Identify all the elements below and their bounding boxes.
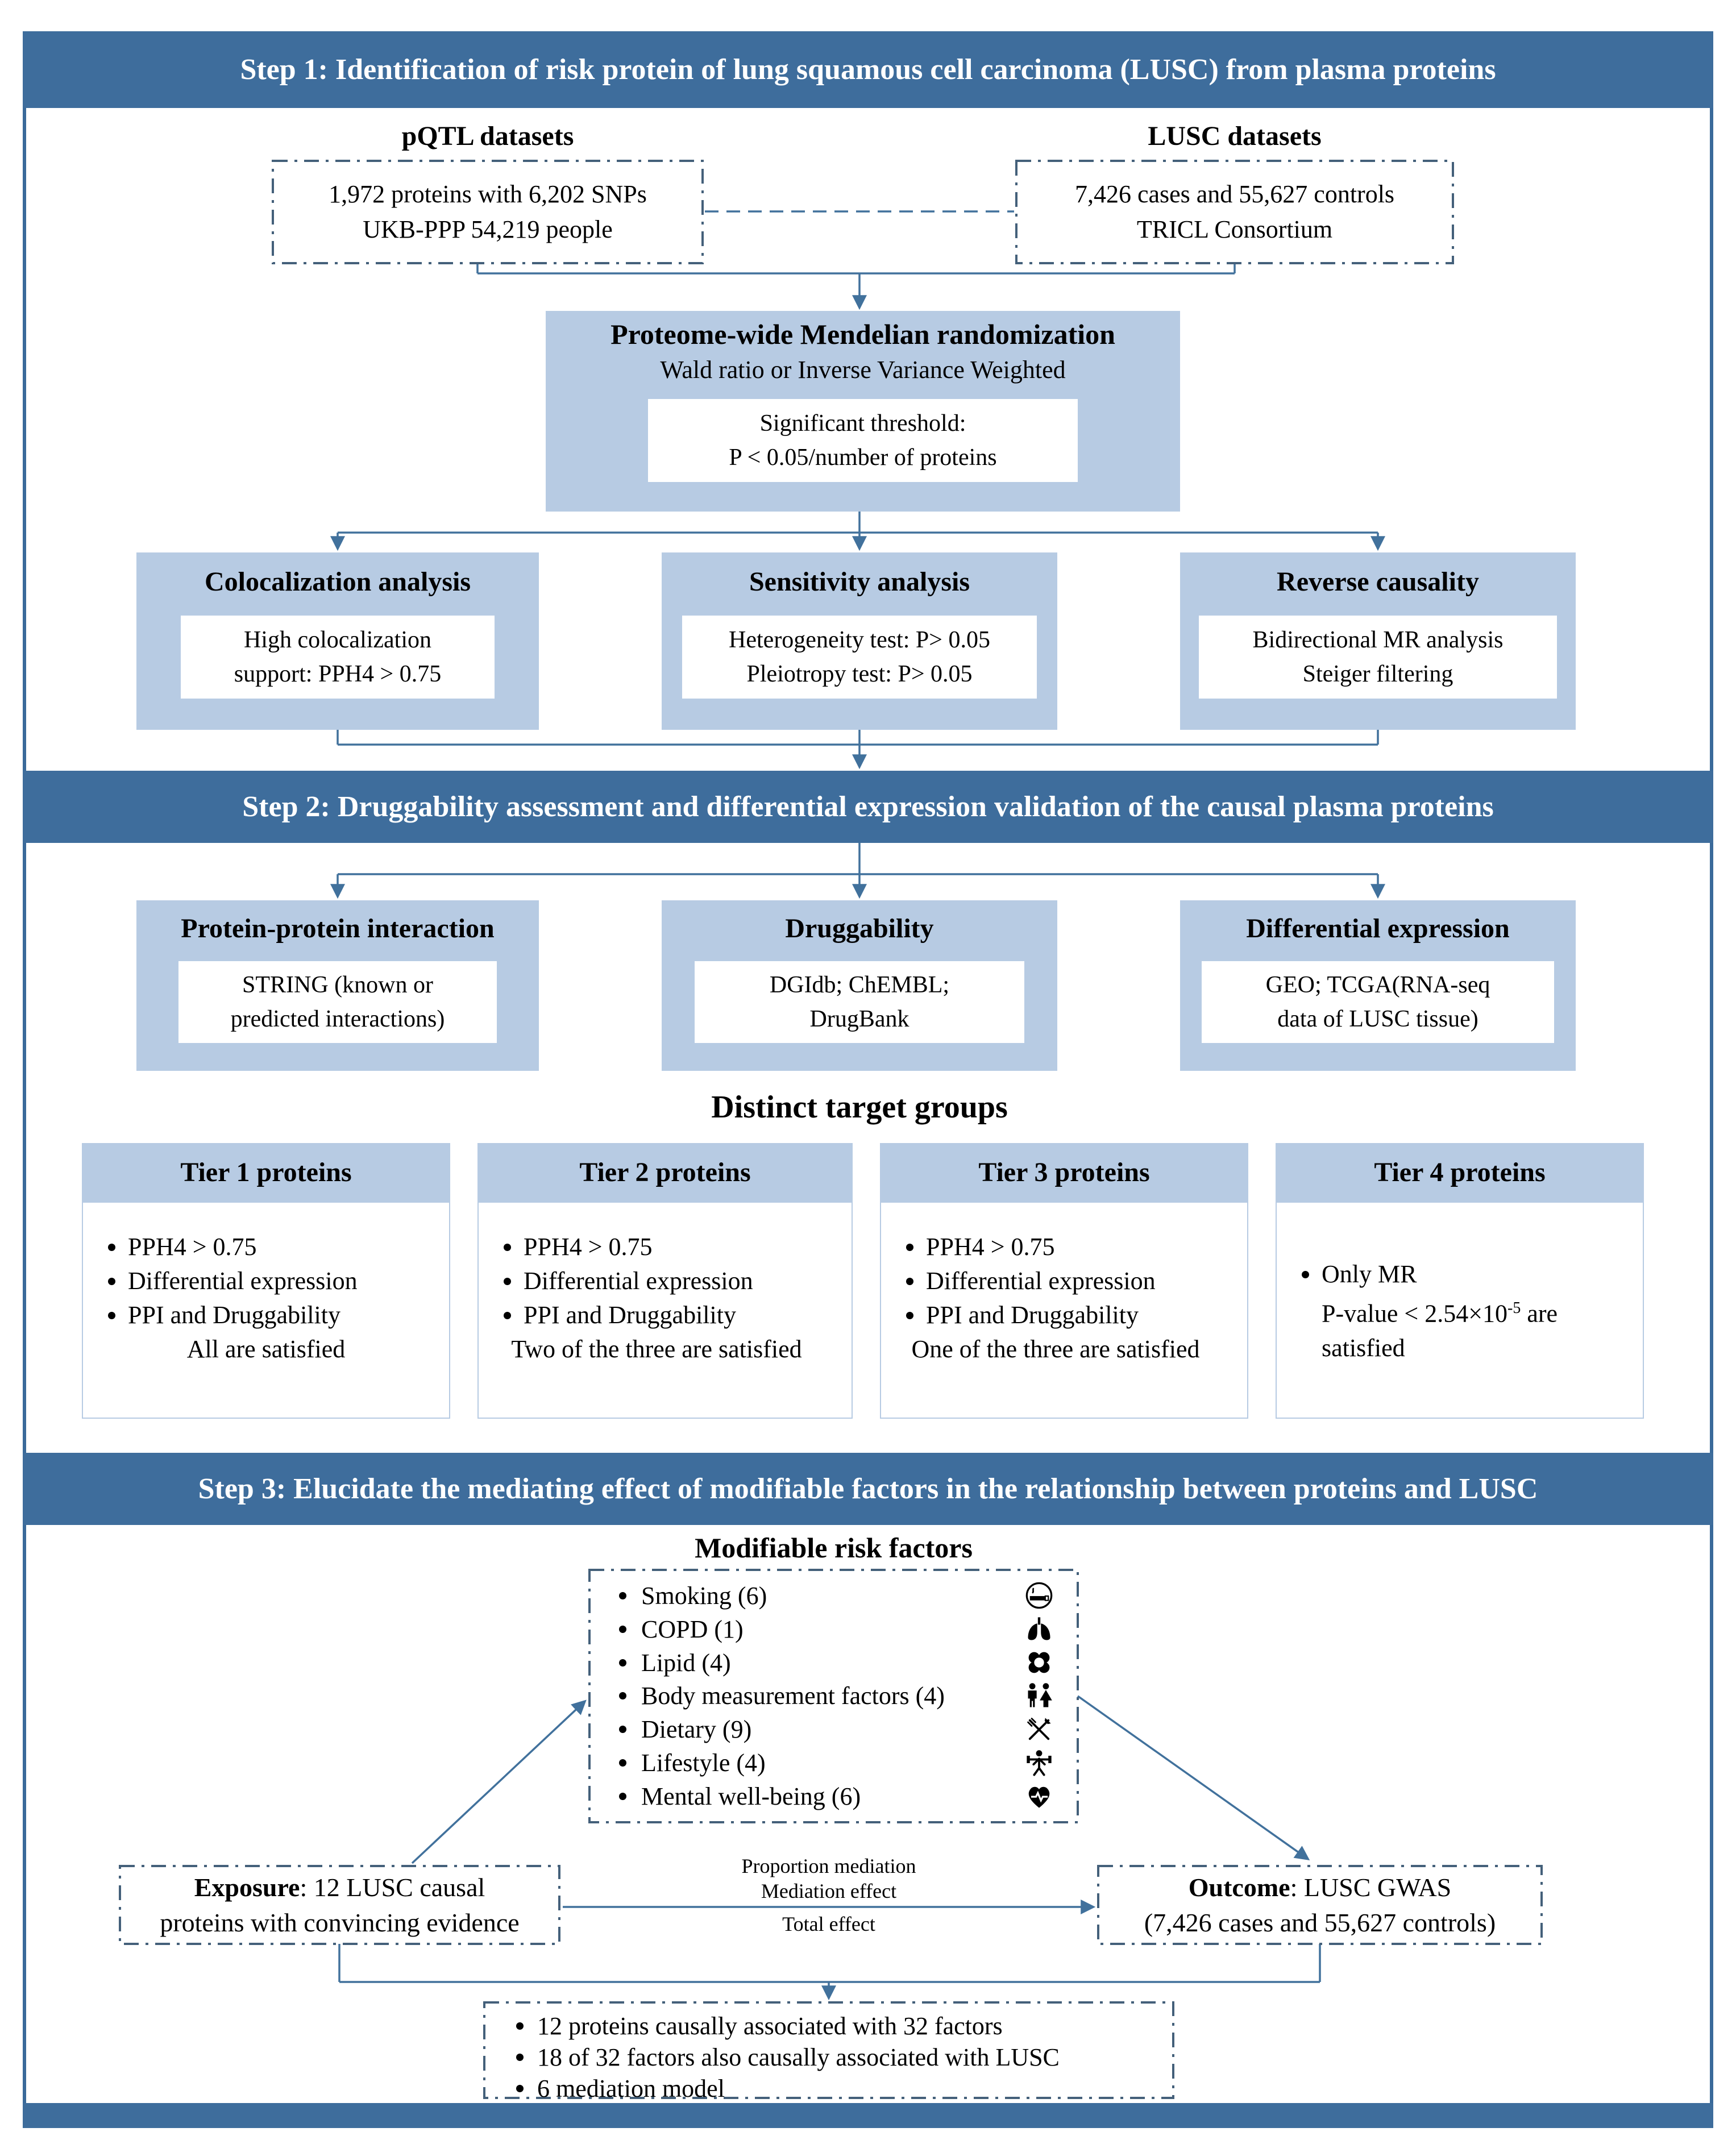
tier4-line2a: P-value < 2.54×10: [1322, 1299, 1508, 1328]
druggability-box: [662, 900, 1057, 1071]
lusc-line1: 7,426 cases and 55,627 controls: [1074, 180, 1395, 208]
tier2-bullet-3-text: PPI and Druggability: [524, 1301, 736, 1329]
bullet-dot: [619, 1592, 626, 1599]
body-measurement-icon: [1024, 1681, 1054, 1711]
exposure-bold: Exposure: [194, 1872, 300, 1902]
ppi-line2: predicted interactions): [230, 1006, 445, 1032]
colocalization-box: [136, 552, 539, 730]
mediation-effect-label: Mediation effect: [761, 1880, 897, 1902]
sensitivity-box: [662, 552, 1057, 730]
reverse-causality-detail: [1199, 616, 1557, 699]
mr-box: [546, 311, 1180, 512]
bullet-dot: [504, 1312, 511, 1319]
step1-band: Step 1: Identification of risk protein of lung squamous cell carcinoma (LUSC) from plasma proteins: [23, 31, 1713, 108]
risk-factor-row: [619, 1781, 1054, 1811]
bottom-band: [23, 2103, 1713, 2128]
bullet-dot: [619, 1726, 626, 1733]
sensitivity-detail: [682, 616, 1037, 699]
tier3-bullet-1-text: PPH4 > 0.75: [926, 1233, 1055, 1261]
summary-line2: 18 of 32 factors also causally associated with LUSC: [537, 2043, 1060, 2071]
mr-title: Proteome-wide Mendelian randomization: [610, 318, 1115, 350]
pqtl-line2: UKB-PPP 54,219 people: [363, 215, 613, 243]
modifiable-risk-factors-box: [589, 1570, 1078, 1822]
bullet-dot: [516, 2022, 524, 2030]
drug-line1: DGIdb; ChEMBL;: [769, 972, 950, 998]
tier1-note: All are satisfied: [186, 1335, 346, 1363]
tier2-bullet-3: [504, 1298, 844, 1332]
tier1-body: [82, 1202, 450, 1419]
bullet-dot: [504, 1278, 511, 1285]
lifestyle-icon: [1024, 1748, 1054, 1778]
outcome-box: [1098, 1866, 1542, 1944]
tier4-line3: satisfied: [1322, 1333, 1405, 1362]
risk-factor-label: Lipid (4): [641, 1648, 731, 1677]
risk-factor-row: [619, 1681, 1054, 1711]
bullet-dot: [619, 1793, 626, 1800]
sens-line1: Heterogeneity test: P> 0.05: [729, 627, 990, 653]
tier3-bullet-1: [906, 1230, 1239, 1264]
drug-line2: DrugBank: [809, 1006, 909, 1032]
tier3-bullet-3: [906, 1298, 1239, 1332]
tier4-body: [1276, 1202, 1644, 1419]
summary-row: [484, 2010, 1173, 2042]
ppi-detail: [178, 961, 497, 1043]
tier3-bullet-3-text: PPI and Druggability: [926, 1301, 1139, 1329]
tier1-bullet-2: [108, 1264, 441, 1298]
reverse-causality-title: Reverse causality: [1277, 567, 1479, 597]
tier3-header: Tier 3 proteins: [880, 1143, 1248, 1202]
lusc-datasets-label: LUSC datasets: [1148, 121, 1322, 151]
tier4-superscript: -5: [1507, 1299, 1521, 1317]
modifiable-risk-factors-title: Modifiable risk factors: [695, 1532, 973, 1564]
lungs-icon: [1024, 1614, 1054, 1644]
mr-subtitle: Wald ratio or Inverse Variance Weighted: [660, 356, 1066, 384]
risk-factor-label: Lifestyle (4): [641, 1749, 766, 1777]
tier1-bullet-2-text: Differential expression: [128, 1267, 358, 1295]
pqtl-line1: 1,972 proteins with 6,202 SNPs: [329, 180, 647, 208]
sens-line2: Pleiotropy test: P> 0.05: [746, 661, 973, 687]
mr-threshold-line2: P < 0.05/number of proteins: [729, 444, 997, 471]
tier3-bullet-2-text: Differential expression: [926, 1267, 1156, 1295]
bullet-dot: [516, 2054, 524, 2061]
tier1-bullet-3: [108, 1298, 441, 1332]
proportion-mediation-label: Proportion mediation: [741, 1855, 916, 1877]
bullet-dot: [108, 1278, 115, 1285]
tier2-bullet-2: [504, 1264, 844, 1298]
sensitivity-title: Sensitivity analysis: [749, 567, 970, 597]
lusc-line2: TRICL Consortium: [1136, 215, 1333, 243]
tier4-header: Tier 4 proteins: [1276, 1143, 1644, 1202]
mental-wellbeing-icon: [1024, 1781, 1054, 1811]
pqtl-datasets-box: [273, 161, 703, 263]
lipid-icon: [1024, 1648, 1054, 1677]
tier2-header: Tier 2 proteins: [477, 1143, 853, 1202]
bullet-dot: [619, 1626, 626, 1633]
tier2-bullet-1-text: PPH4 > 0.75: [524, 1233, 653, 1261]
risk-factor-label: Smoking (6): [641, 1581, 767, 1610]
outcome-bold: Outcome: [1188, 1872, 1290, 1902]
tier1-bullet-1: [108, 1230, 441, 1264]
risk-factor-label: Mental well-being (6): [641, 1782, 861, 1810]
tier4-bullet-1: [1302, 1257, 1635, 1365]
step3-band: Step 3: Elucidate the mediating effect of modifiable factors in the relationship between proteins and LUSC: [23, 1453, 1713, 1525]
colocalization-title: Colocalization analysis: [204, 567, 471, 597]
distinct-target-groups-title: Distinct target groups: [711, 1090, 1008, 1125]
coloc-line1: High colocalization: [243, 627, 432, 653]
summary-line3: 6 mediation model: [537, 2075, 725, 2102]
summary-row: [484, 2073, 1173, 2104]
risk-factor-label: Dietary (9): [641, 1715, 752, 1744]
risk-factor-label: Body measurement factors (4): [641, 1682, 945, 1710]
reverse-line1: Bidirectional MR analysis: [1252, 627, 1504, 653]
summary-row: [484, 2042, 1173, 2073]
ppi-title: Protein-protein interaction: [181, 913, 495, 944]
coloc-line2: support: PPH4 > 0.75: [234, 661, 442, 687]
risk-factor-row: [619, 1648, 1054, 1677]
mr-threshold-box: [648, 399, 1078, 482]
exposure-line2: proteins with convincing evidence: [160, 1908, 520, 1937]
tier1-bullet-3-text: PPI and Druggability: [128, 1301, 340, 1329]
tier3-bullet-2: [906, 1264, 1239, 1298]
dietary-icon: [1024, 1715, 1054, 1744]
tier2-body: [477, 1202, 853, 1419]
diff-line2: data of LUSC tissue): [1277, 1006, 1478, 1032]
reverse-causality-box: [1180, 552, 1576, 730]
risk-factor-label: COPD (1): [641, 1615, 744, 1643]
tier2-bullet-2-text: Differential expression: [524, 1267, 753, 1295]
bullet-dot: [516, 2085, 524, 2092]
summary-line1: 12 proteins causally associated with 32 factors: [537, 2012, 1003, 2040]
total-effect-label: Total effect: [782, 1913, 875, 1935]
ppi-box: [136, 900, 539, 1071]
bullet-dot: [619, 1659, 626, 1667]
differential-expression-detail: [1202, 961, 1554, 1043]
summary-box: [484, 2002, 1173, 2102]
exposure-line1: [194, 1870, 485, 1905]
ppi-line1: STRING (known or: [242, 972, 433, 998]
outcome-rest: : LUSC GWAS: [1290, 1872, 1452, 1902]
exposure-rest: : 12 LUSC causal: [300, 1872, 485, 1902]
bullet-dot: [1302, 1271, 1309, 1278]
outcome-line2: (7,426 cases and 55,627 controls): [1144, 1908, 1496, 1937]
bullet-dot: [108, 1244, 115, 1251]
bullet-dot: [906, 1278, 913, 1285]
exposure-box: [120, 1866, 559, 1944]
druggability-title: Druggability: [785, 913, 934, 944]
tier3-note: One of the three are satisfied: [911, 1335, 1200, 1363]
risk-factor-row: [619, 1715, 1054, 1744]
risk-factor-row: [619, 1581, 1054, 1610]
tier4-line2b: are: [1521, 1299, 1558, 1328]
tier4-line1: Only MR: [1322, 1260, 1417, 1288]
outcome-line1: [1189, 1870, 1452, 1905]
druggability-detail: [695, 961, 1024, 1043]
tier2-note: Two of the three are satisfied: [511, 1335, 802, 1363]
bullet-dot: [619, 1759, 626, 1767]
differential-expression-box: [1180, 900, 1576, 1071]
bullet-dot: [108, 1312, 115, 1319]
risk-factor-row: [619, 1614, 1054, 1644]
differential-expression-title: Differential expression: [1246, 913, 1510, 944]
tier4-bullet-1-text: [1322, 1257, 1558, 1365]
bullet-dot: [619, 1692, 626, 1699]
diff-line1: GEO; TCGA(RNA-seq: [1265, 972, 1490, 998]
lusc-datasets-box: [1016, 161, 1453, 263]
tier1-header: Tier 1 proteins: [82, 1143, 450, 1202]
bullet-dot: [906, 1312, 913, 1319]
bullet-dot: [504, 1244, 511, 1251]
pqtl-datasets-label: pQTL datasets: [401, 121, 574, 151]
tier2-bullet-1: [504, 1230, 844, 1264]
tier3-body: [880, 1202, 1248, 1419]
tier1-bullet-1-text: PPH4 > 0.75: [128, 1233, 257, 1261]
reverse-line2: Steiger filtering: [1302, 661, 1453, 687]
step2-band: Step 2: Druggability assessment and differential expression validation of the causal plasma proteins: [23, 771, 1713, 843]
smoking-icon: [1024, 1581, 1054, 1610]
mr-threshold-line1: Significant threshold:: [759, 410, 966, 437]
bullet-dot: [906, 1244, 913, 1251]
risk-factor-row: [619, 1748, 1054, 1778]
colocalization-detail: [181, 616, 495, 699]
